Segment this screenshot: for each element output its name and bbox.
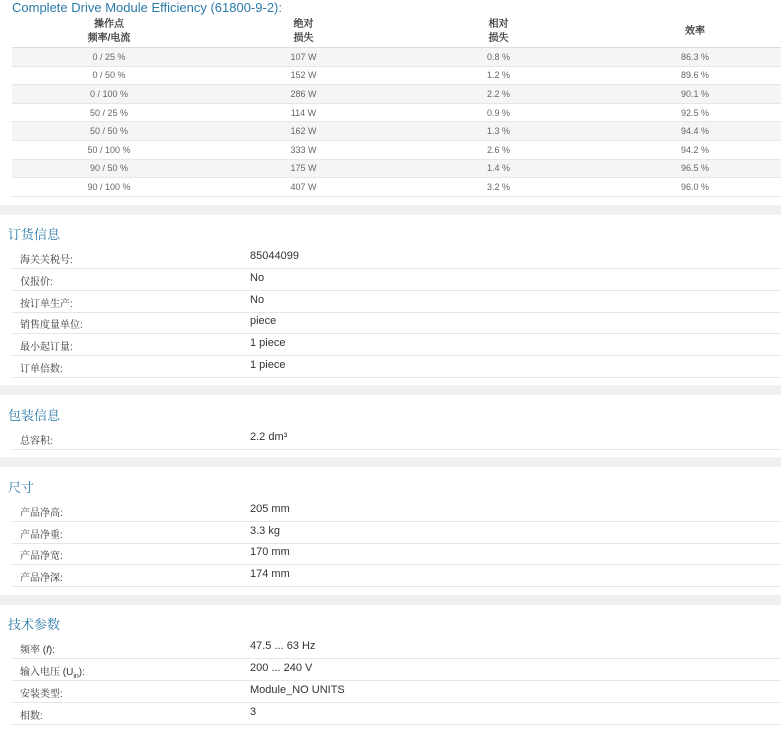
property-row	[12, 269, 781, 291]
cell-relative-loss: 1.4 %	[401, 159, 596, 178]
cell-absolute-loss: 286 W	[206, 85, 401, 104]
cell-operating-point: 0 / 100 %	[12, 85, 206, 104]
col-header-absolute-loss-line2: 损失	[293, 33, 314, 44]
efficiency-row	[12, 103, 781, 122]
section-divider	[0, 205, 781, 215]
cell-operating-point: 50 / 100 %	[12, 140, 206, 159]
property-row	[12, 522, 781, 544]
efficiency-header-row	[12, 17, 781, 48]
efficiency-row	[12, 178, 781, 197]
section-title-technical: 技术参数	[8, 617, 61, 632]
col-header-efficiency: 效率	[596, 17, 781, 48]
col-header-operating-point-line2: 频率/电流	[87, 33, 131, 44]
cell-efficiency: 96.5 %	[596, 159, 781, 178]
property-row	[12, 681, 781, 703]
cell-operating-point: 50 / 25 %	[12, 103, 206, 122]
cell-efficiency: 94.2 %	[596, 140, 781, 159]
cell-absolute-loss: 175 W	[206, 159, 401, 178]
property-value: 200 ... 240 V	[250, 662, 313, 674]
property-value: 174 mm	[250, 568, 290, 580]
cell-efficiency: 89.6 %	[596, 66, 781, 85]
cell-relative-loss: 3.2 %	[401, 178, 596, 197]
col-header-operating-point	[12, 17, 206, 48]
property-value: 3	[250, 706, 257, 718]
property-value: 1 piece	[250, 359, 286, 371]
property-row	[12, 428, 781, 450]
property-row	[12, 565, 781, 587]
frequency-label-text: 频率 (	[20, 645, 47, 656]
property-label-input-voltage	[20, 663, 85, 680]
property-label: 产品净深:	[20, 573, 63, 584]
cell-operating-point: 0 / 50 %	[12, 66, 206, 85]
property-label: 销售度量单位:	[20, 320, 83, 331]
frequency-label-end: ):	[48, 645, 55, 656]
efficiency-row	[12, 159, 781, 178]
cell-relative-loss: 0.8 %	[401, 48, 596, 67]
efficiency-title: Complete Drive Module Efficiency (61800-9-2):	[12, 0, 282, 15]
property-label: 订单倍数:	[20, 364, 63, 375]
col-header-absolute-loss-line1: 绝对	[293, 19, 314, 30]
cell-efficiency: 94.4 %	[596, 122, 781, 141]
property-value: 85044099	[250, 250, 299, 262]
property-value: 3.3 kg	[250, 525, 280, 537]
property-row	[12, 659, 781, 681]
frequency-symbol: f	[46, 645, 49, 656]
efficiency-row	[12, 140, 781, 159]
cell-absolute-loss: 152 W	[206, 66, 401, 85]
property-label: 产品净宽:	[20, 551, 63, 562]
cell-relative-loss: 2.6 %	[401, 140, 596, 159]
property-row	[12, 500, 781, 522]
cell-relative-loss: 0.9 %	[401, 103, 596, 122]
section-title-dimensions: 尺寸	[8, 480, 35, 495]
col-header-relative-loss	[401, 17, 596, 48]
col-header-absolute-loss	[206, 17, 401, 48]
property-label: 海关关税号:	[20, 255, 73, 266]
property-value: 1 piece	[250, 337, 286, 349]
section-divider	[0, 457, 781, 467]
property-label: 相数:	[20, 711, 43, 722]
cell-absolute-loss: 107 W	[206, 48, 401, 67]
cell-operating-point: 50 / 50 %	[12, 122, 206, 141]
section-divider	[0, 385, 781, 395]
cell-absolute-loss: 162 W	[206, 122, 401, 141]
property-row	[12, 247, 781, 269]
voltage-label-text: 输入电压 (U	[20, 667, 74, 678]
cell-operating-point: 90 / 50 %	[12, 159, 206, 178]
property-row	[12, 637, 781, 659]
property-label-frequency	[20, 641, 55, 656]
cell-efficiency: 90.1 %	[596, 85, 781, 104]
cell-relative-loss: 1.2 %	[401, 66, 596, 85]
property-label: 产品净重:	[20, 530, 63, 541]
cell-absolute-loss: 407 W	[206, 178, 401, 197]
cell-efficiency: 92.5 %	[596, 103, 781, 122]
property-label: 产品净高:	[20, 508, 63, 519]
property-row	[12, 356, 781, 378]
voltage-subscript: in	[73, 673, 79, 680]
property-label: 安装类型:	[20, 689, 63, 700]
property-label: 总容积:	[20, 436, 53, 447]
property-value: piece	[250, 315, 277, 327]
section-title-ordering: 订货信息	[8, 227, 61, 242]
property-value: Module_NO UNITS	[250, 684, 345, 696]
cell-efficiency: 86.3 %	[596, 48, 781, 67]
property-row	[12, 312, 781, 334]
property-label: 最小起订量:	[20, 342, 73, 353]
cell-absolute-loss: 114 W	[206, 103, 401, 122]
cell-absolute-loss: 333 W	[206, 140, 401, 159]
property-label: 仅报价:	[20, 277, 53, 288]
section-title-packaging: 包装信息	[8, 408, 61, 423]
efficiency-row	[12, 122, 781, 141]
cell-operating-point: 0 / 25 %	[12, 48, 206, 67]
efficiency-row	[12, 85, 781, 104]
property-value: 47.5 ... 63 Hz	[250, 640, 316, 652]
property-row	[12, 703, 781, 725]
col-header-relative-loss-line1: 相对	[488, 19, 509, 30]
cell-relative-loss: 1.3 %	[401, 122, 596, 141]
property-value: No	[250, 294, 265, 306]
cell-efficiency: 96.0 %	[596, 178, 781, 197]
property-value: 205 mm	[250, 503, 290, 515]
efficiency-row	[12, 66, 781, 85]
efficiency-table	[12, 17, 781, 197]
property-row	[12, 543, 781, 565]
property-row	[12, 291, 781, 313]
property-value: 170 mm	[250, 546, 290, 558]
property-value: 2.2 dm³	[250, 431, 288, 443]
voltage-label-end: ):	[78, 667, 85, 678]
cell-relative-loss: 2.2 %	[401, 85, 596, 104]
section-divider	[0, 595, 781, 605]
col-header-operating-point-line1: 操作点	[94, 19, 124, 30]
cell-operating-point: 90 / 100 %	[12, 178, 206, 197]
property-label: 按订单生产:	[20, 299, 73, 310]
property-row	[12, 334, 781, 356]
property-value: No	[250, 272, 265, 284]
efficiency-row	[12, 48, 781, 67]
col-header-relative-loss-line2: 损失	[488, 33, 509, 44]
